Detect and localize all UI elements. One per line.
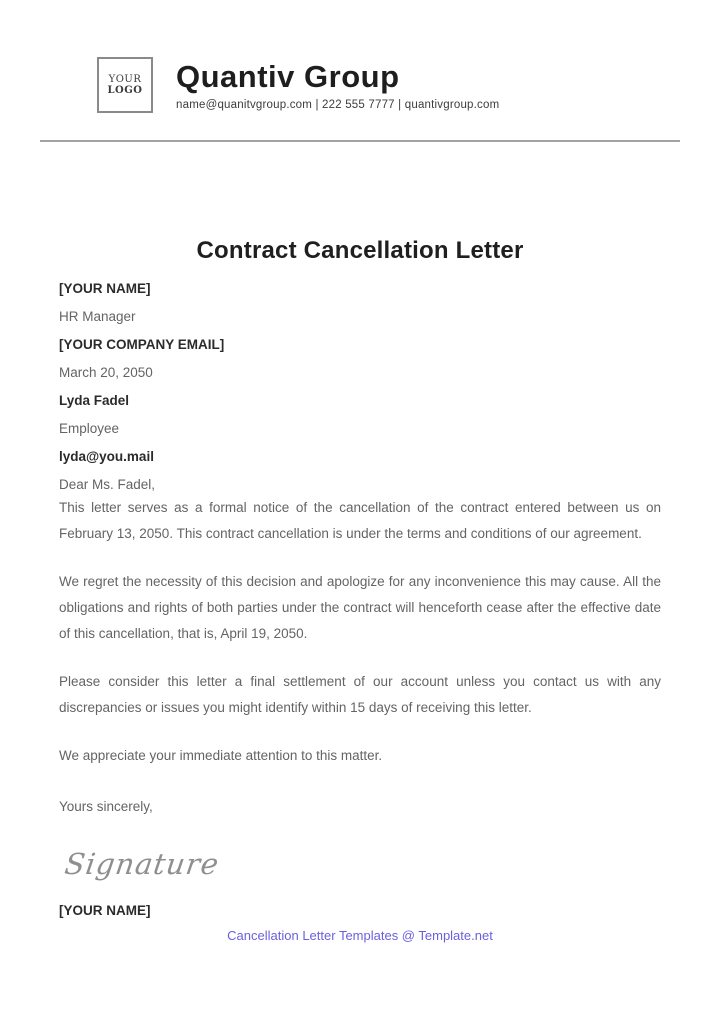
template-net-link[interactable]: Cancellation Letter Templates @ Template.net [227,928,493,943]
logo-text-your: YOUR [108,74,142,85]
logo-text-logo: LOGO [107,85,143,96]
company-info [176,59,499,111]
closing-phrase: Yours sincerely, [59,799,153,814]
salutation: Dear Ms. Fadel, [59,477,156,492]
page-footer [0,927,720,945]
recipient-email: lyda@you.mail [59,449,154,464]
letter-content [0,237,720,921]
letter-title: Contract Cancellation Letter [196,237,524,264]
sender-email: [YOUR COMPANY EMAIL] [59,337,225,352]
letterhead [0,0,720,113]
company-name: Quantiv Group [176,59,400,95]
body-paragraph-4: We appreciate your immediate attention to this matter. [59,748,383,763]
sender-name: [YOUR NAME] [59,281,151,296]
recipient-role: Employee [59,421,120,436]
signature-image: Signature [62,847,222,881]
sender-role: HR Manager [59,309,136,324]
letterhead-divider [40,140,680,142]
company-logo-placeholder [97,57,153,113]
recipient-name: Lyda Fadel [59,393,130,408]
body-paragraph-2: We regret the necessity of this decision and apologize for any inconvenience this may cause. All the obligations and rights of both parties under the contract will henceforth cease after the effective date of this cancellation, that is, April 19, 2050. [59,574,661,641]
letter-date: March 20, 2050 [59,365,153,380]
body-paragraph-3: Please consider this letter a final settlement of our account unless you contact us with any discrepancies or issues you might identify within 15 days of receiving this letter. [59,674,661,715]
signoff-name: [YOUR NAME] [59,903,151,918]
body-paragraph-1: This letter serves as a formal notice of the cancellation of the contract entered between us on February 13, 2050. This contract cancellation is under the terms and conditions of our agreement. [59,500,661,541]
company-contact-line: name@quanitvgroup.com | 222 555 7777 | quantivgroup.com [176,98,500,111]
